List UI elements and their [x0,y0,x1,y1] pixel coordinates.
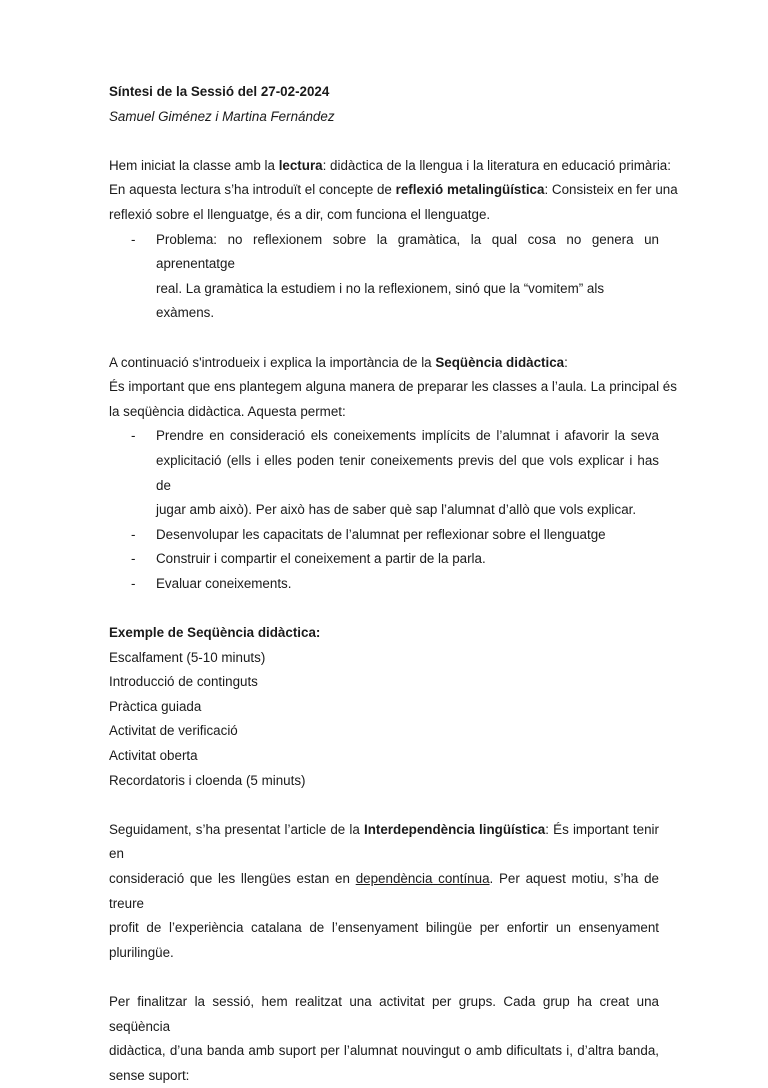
paragraph-line: profit de l’experiència catalana de l’ensenyament bilingüe per enfortir un ensenyament [109,920,659,936]
bullet-item-problema [109,228,659,326]
text-run: consideració que les llengües estan en [109,871,356,886]
bullet-dash: - [131,231,136,247]
bold-term-interdependencia: Interdependència lingüística [364,821,546,837]
example-section [109,621,659,793]
list-item: Activitat de verificació [109,723,238,739]
bullet-dash: - [131,575,136,591]
text-run: En aquesta lectura s’ha introduït el concepte de [109,182,396,198]
paragraph-line [109,351,659,376]
paragraph-final [109,990,659,1088]
bullet-item [109,547,659,572]
text-run: . Per aquest motiu, s’ha de treure [109,871,659,911]
paragraph-line: reflexió sobre el llenguatge, és a dir, com funciona el llenguatge. [109,206,491,222]
list-item: Pràctica guiada [109,698,202,714]
paragraph-line [109,154,671,179]
list-item: Escalfament (5-10 minuts) [109,649,266,665]
bullet-dash: - [131,428,136,444]
bullet-line: Construir i compartir el coneixement a partir de la parla. [156,551,486,567]
paragraph-line: plurilingüe. [109,944,174,960]
bullet-line: jugar amb això). Per això has de saber què sap l’alumnat d’allò que vols explicar. [156,502,637,518]
underlined-term: dependència contínua [355,871,490,886]
bullet-line: Evaluar coneixements. [156,575,292,591]
bold-term-reflexio: reflexió metalingüística [395,182,545,198]
bullet-item [109,523,659,548]
spacer [109,326,659,351]
paragraph-line [109,178,678,203]
document-page [109,80,678,1088]
paragraph-lectura [109,154,678,228]
text-run: Seguidament, s’ha presentat l’article de la [109,821,364,837]
paragraph-line: sense suport: [109,1067,190,1083]
text-run: A continuació s'introdueix i explica la importància de la [109,354,436,370]
bullet-item [109,572,659,597]
bullet-line: Problema: no reflexionem sobre la gramàtica, la qual cosa no genera un aprenentatge [156,231,659,272]
bullet-line: Prendre en consideració els coneixements implícits de l’alumnat i afavorir la seva [156,428,659,444]
bullet-dash: - [131,526,136,542]
text-run: : [564,354,568,370]
spacer [109,596,659,621]
paragraph-line: didàctica, d’una banda amb suport per l’alumnat nouvingut o amb dificultats i, d’altra banda, [109,1043,659,1059]
bullet-item [109,424,659,522]
spacer [109,129,659,154]
text-run: : didàctica de la llengua i la literatura en educació primària: [322,157,671,173]
paragraph-line: la seqüència didàctica. Aquesta permet: [109,403,346,419]
bold-term-lectura: lectura [278,157,323,173]
list-item: Recordatoris i cloenda (5 minuts) [109,772,306,788]
list-item: Introducció de continguts [109,674,258,690]
paragraph-line [109,867,659,916]
document-authors: Samuel Giménez i Martina Fernández [109,108,335,124]
bullet-line: explicitació (ells i elles poden tenir coneixements previs del que vols explicar i has de [156,452,659,493]
text-run: : És important tenir en [109,821,659,862]
list-item: Activitat oberta [109,748,198,764]
text-run: Hem iniciat la classe amb la [109,157,279,173]
paragraph-interdependencia [109,818,659,966]
bullet-dash: - [131,551,136,567]
bold-term-sequencia: Seqüència didàctica [435,354,565,370]
document-title: Síntesi de la Sessió del 27-02-2024 [109,84,330,99]
spacer [109,965,659,990]
spacer [109,793,659,818]
paragraph-sequencia [109,351,677,425]
bullet-line: real. La gramàtica la estudiem i no la reflexionem, sinó que la “vomitem” als exàmens. [156,280,605,321]
text-run: : Consisteix en fer una [544,182,678,198]
example-heading: Exemple de Seqüència didàctica: [109,625,321,641]
paragraph-line [109,818,659,867]
bullet-line: Desenvolupar les capacitats de l’alumnat per reflexionar sobre el llenguatge [156,526,606,542]
paragraph-line: És important que ens plantegem alguna manera de preparar les classes a l’aula. La principal és [109,379,677,395]
paragraph-line: Per finalitzar la sessió, hem realitzat una activitat per grups. Cada grup ha creat una seqüència [109,993,659,1034]
